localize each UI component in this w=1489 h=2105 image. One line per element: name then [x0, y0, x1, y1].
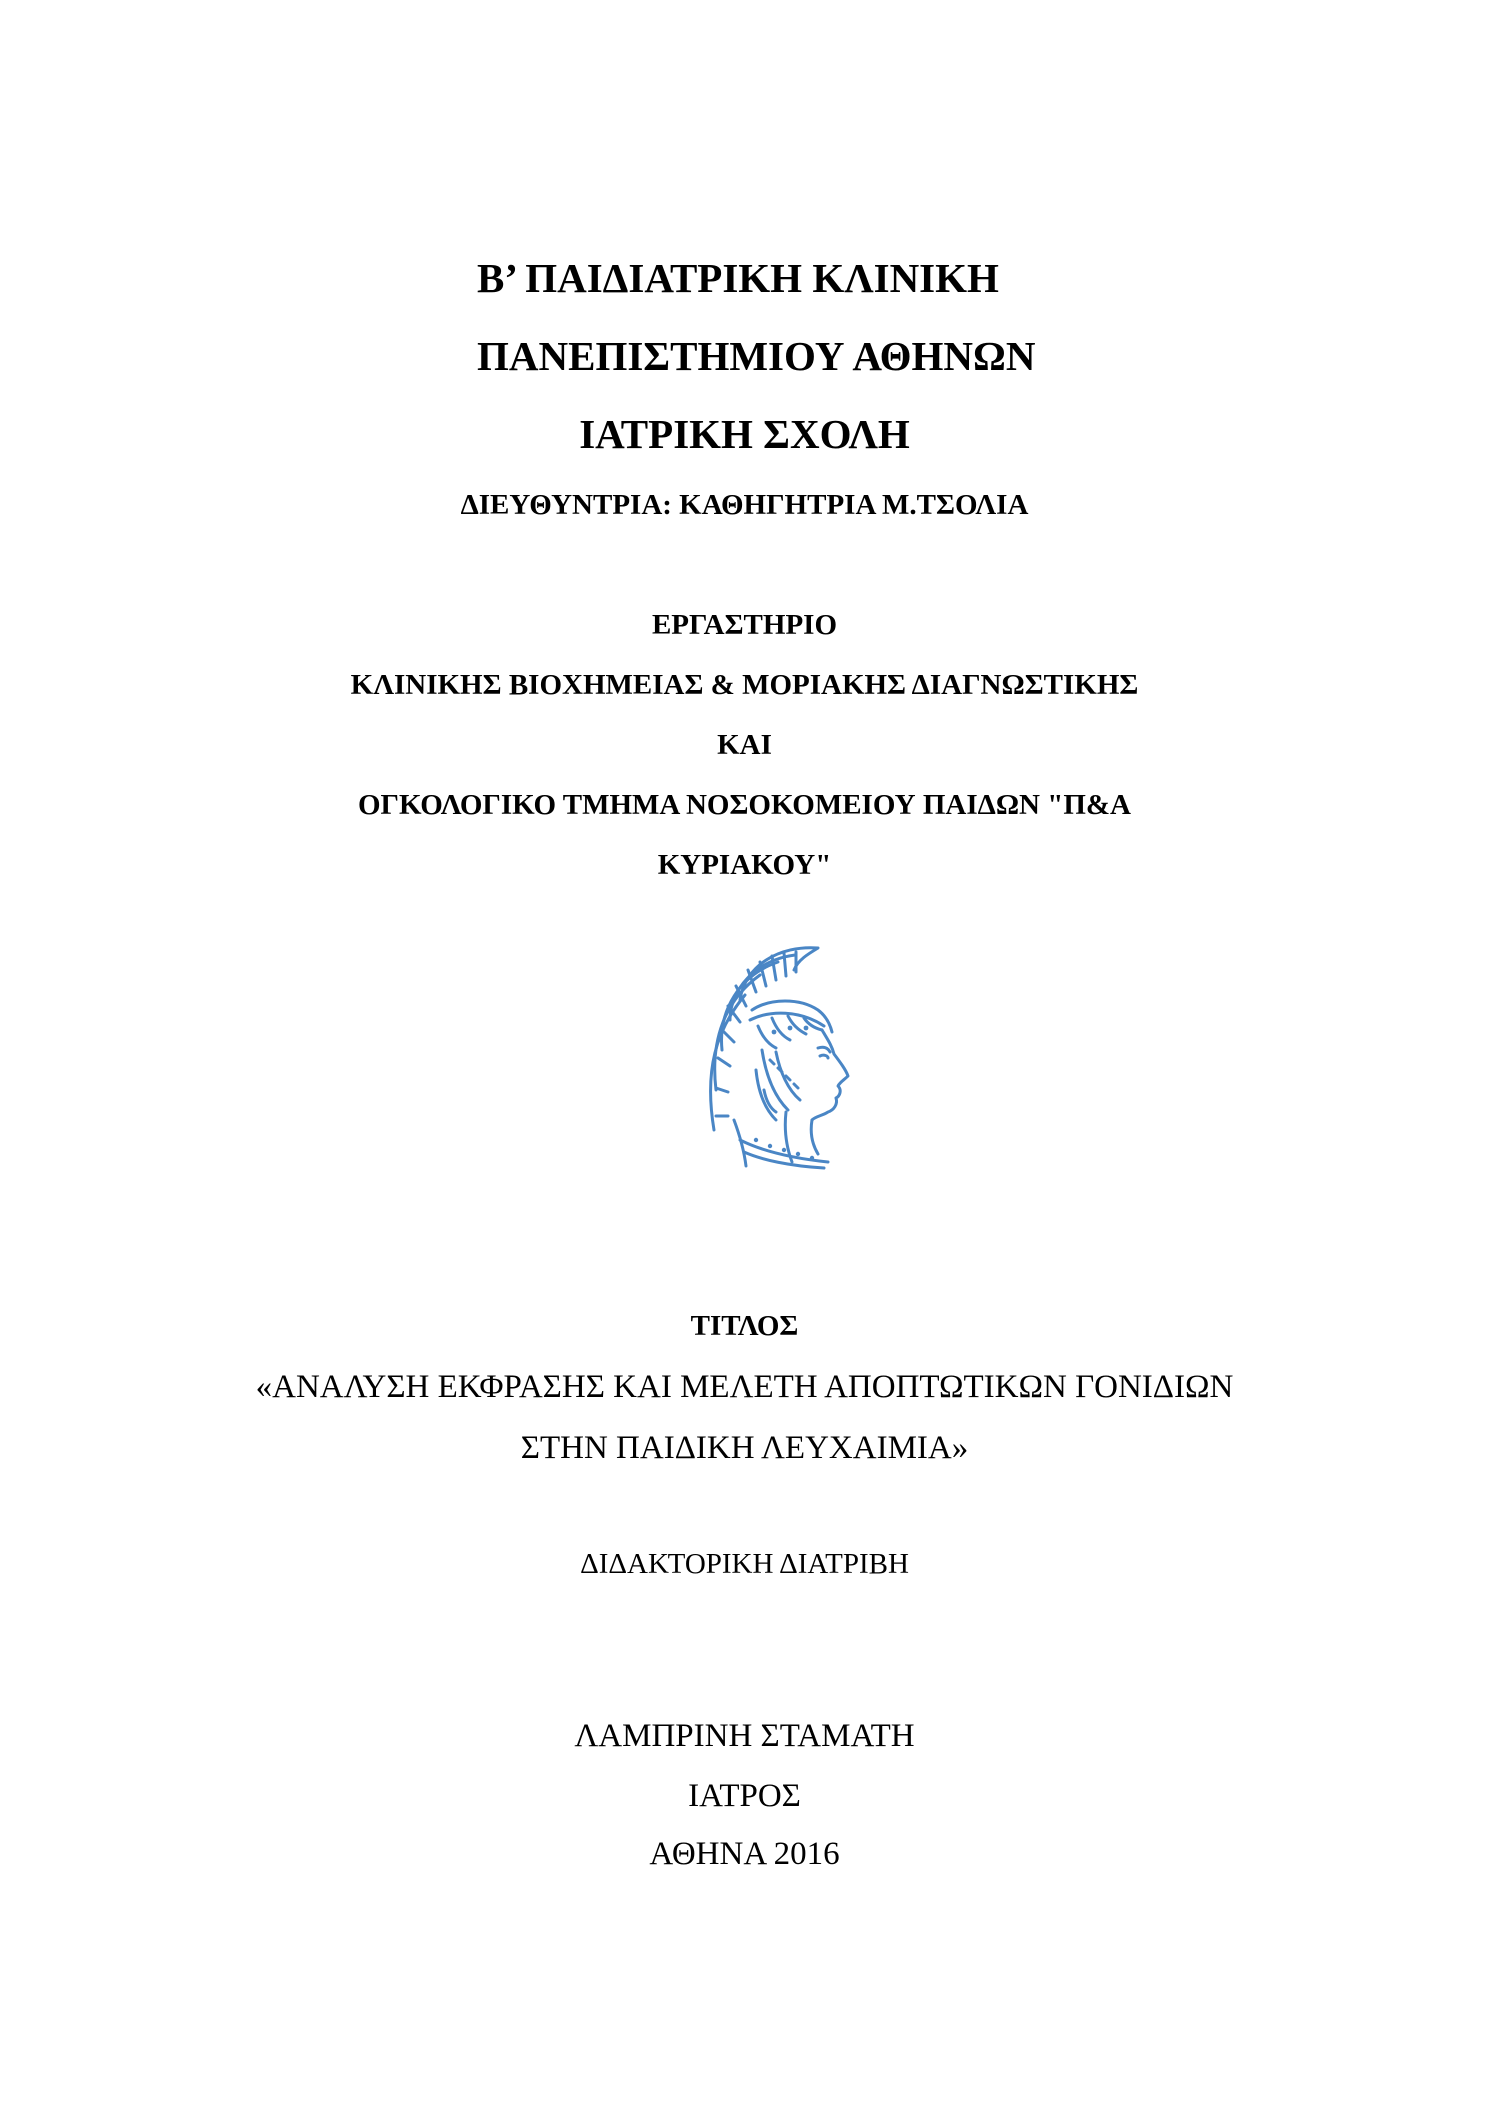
clinic-heading: Β’ ΠΑΙΔΙΑΤΡΙΚΗ ΚΛΙΝΙΚΗ: [477, 255, 999, 301]
author-name: ΛΑΜΠΡΙΝΗ ΣΤΑΜΑΤΗ: [574, 1718, 915, 1754]
university-heading: ΠΑΝΕΠΙΣΤΗΜΙΟΥ ΑΘΗΝΩΝ: [477, 333, 1036, 379]
place-and-year: ΑΘΗΝΑ 2016: [649, 1836, 840, 1872]
author-profession: ΙΑΤΡΟΣ: [688, 1778, 801, 1814]
laboratory-line-5: ΚΥΡΙΑΚΟΥ": [657, 849, 832, 881]
director-line: ΔΙΕΥΘΥΝΤΡΙΑ: ΚΑΘΗΓΗΤΡΙΑ Μ.ΤΣΟΛΙΑ: [460, 489, 1029, 521]
laboratory-line-4: ΟΓΚΟΛΟΓΙΚΟ ΤΜΗΜΑ ΝΟΣΟΚΟΜΕΙΟΥ ΠΑΙΔΩΝ "Π&Α: [357, 789, 1131, 821]
laboratory-line-3: ΚΑΙ: [717, 729, 772, 761]
thesis-title-line-1: «ΑΝΑΛΥΣΗ ΕΚΦΡΑΣΗΣ ΚΑΙ ΜΕΛΕΤΗ ΑΠΟΠΤΩΤΙΚΩΝ ΓΟΝΙΔΙΩΝ: [255, 1369, 1234, 1405]
thesis-title-line-2: ΣΤΗΝ ΠΑΙΔΙΚΗ ΛΕΥΧΑΙΜΙΑ»: [520, 1430, 969, 1466]
title-label: ΤΙΤΛΟΣ: [690, 1310, 799, 1342]
laboratory-line-1: ΕΡΓΑΣΤΗΡΙΟ: [651, 609, 838, 641]
school-heading: ΙΑΤΡΙΚΗ ΣΧΟΛΗ: [579, 411, 910, 457]
laboratory-line-2: ΚΛΙΝΙΚΗΣ ΒΙΟΧΗΜΕΙΑΣ & ΜΟΡΙΑΚΗΣ ΔΙΑΓΝΩΣΤΙΚΗΣ: [350, 669, 1139, 701]
athena-helmet-emblem-icon: [700, 940, 860, 1172]
thesis-type: ΔΙΔΑΚΤΟΡΙΚΗ ΔΙΑΤΡΙΒΗ: [580, 1548, 909, 1580]
